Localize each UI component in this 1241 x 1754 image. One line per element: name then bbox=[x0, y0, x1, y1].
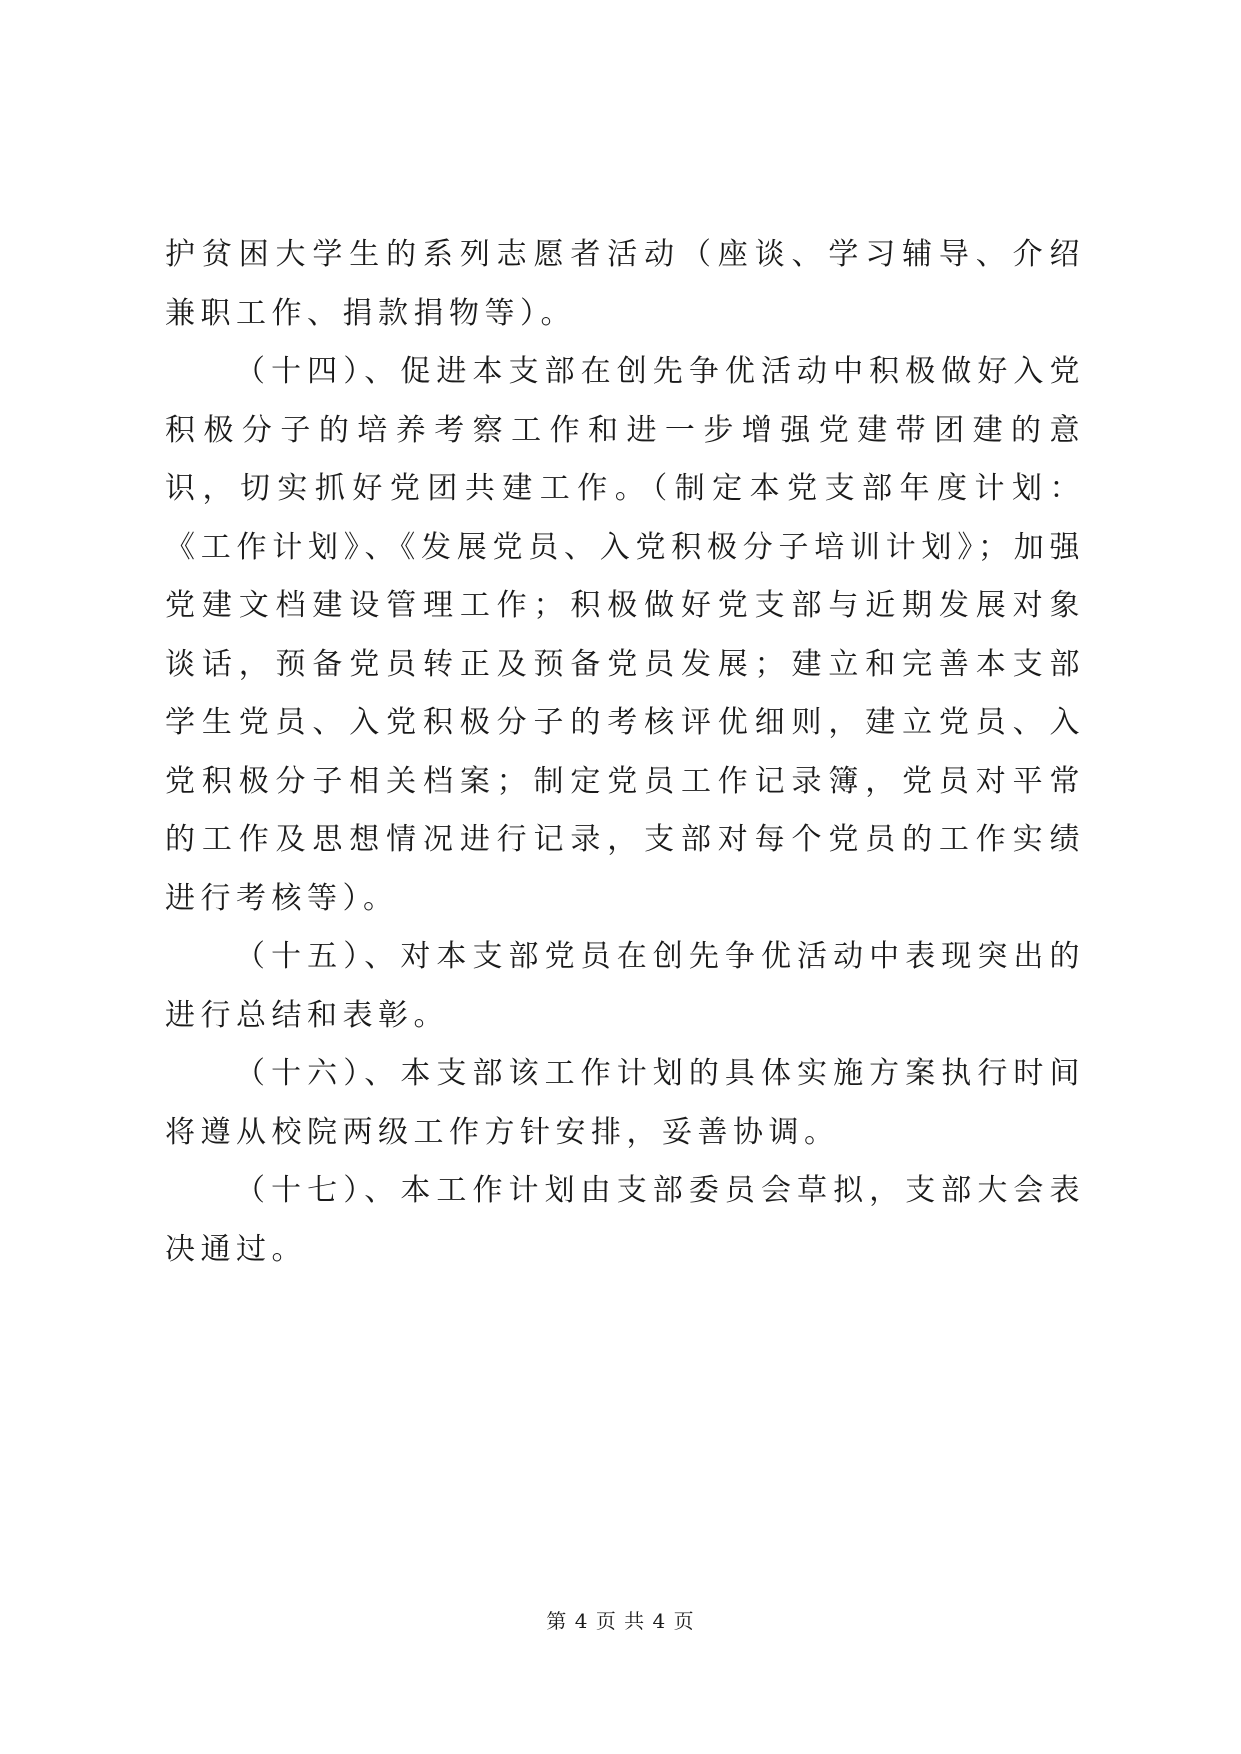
page-number-label: 第 4 页 共 4 页 bbox=[546, 1609, 695, 1633]
paragraph-item-14: （十四）、促进本支部在创先争优活动中积极做好入党积极分子的培养考察工作和进一步增强党建带团建的意识，切实抓好党团共建工作。（制定本党支部年度计划：《工作计划》、《发展党员、入党积极分子培训计划》；加强党建文档建设管理工作；积极做好党支部与近期发展对象谈话，预备党员转正及预备党员发展；建立和完善本支部学生党员、入党积极分子的考核评优细则，建立党员、入党积极分子相关档案；制定党员工作记录簿，党员对平常的工作及思想情况进行记录，支部对每个党员的工作实绩进行考核等）。 bbox=[165, 354, 1085, 916]
paragraph-continuation: 护贫困大学生的系列志愿者活动（座谈、学习辅导、介绍兼职工作、捐款捐物等）。 bbox=[165, 237, 1085, 331]
paragraph-item-17: （十七）、本工作计划由支部委员会草拟，支部大会表决通过。 bbox=[165, 1173, 1085, 1267]
document-body bbox=[165, 226, 1085, 1279]
page-footer bbox=[0, 1605, 1241, 1634]
paragraph-item-16: （十六）、本支部该工作计划的具体实施方案执行时间将遵从校院两级工作方针安排，妥善协调。 bbox=[165, 1056, 1085, 1150]
paragraph-item-15: （十五）、对本支部党员在创先争优活动中表现突出的进行总结和表彰。 bbox=[165, 939, 1085, 1033]
